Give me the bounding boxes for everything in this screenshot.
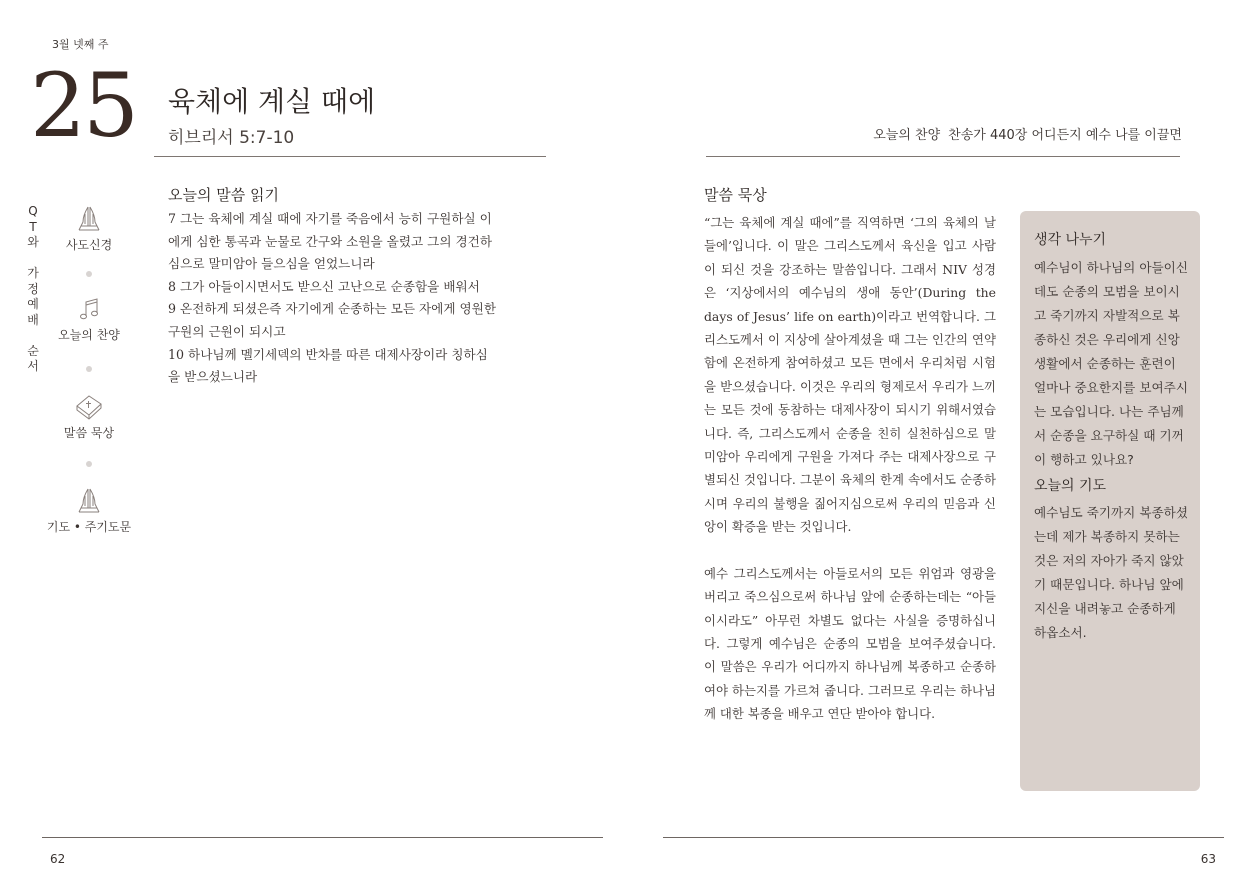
vertical-char: 예 — [27, 297, 39, 311]
vertical-char: 서 — [27, 359, 39, 373]
sharing-line: 는 모습입니다. 나는 주님께 — [1034, 404, 1184, 419]
sharing-heading: 생각 나누기 — [1034, 232, 1107, 248]
reading-line: 을 받으셨느니라 — [168, 369, 258, 385]
reading-line: 8 그가 아들이시면서도 받으신 고난으로 순종함을 배워서 — [168, 278, 480, 294]
bible-icon — [73, 390, 105, 422]
sidebar-vertical-title — [26, 204, 40, 375]
meditation-paragraph: “그는 육체에 계실 때에”를 직역하면 ‘그의 육체의 날들에’입니다. 이 말은 그리스도께서 육신을 입고 사람이 되신 것을 강조하는 말씀입니다. 그래서 NIV 성경은 ‘지상에서의 예수님의 생애 동안’(During the days of Jesus’ life on earth)이라고 번역합니다. 그리스도께서 이 지상에 살아계셨을 때 그는 인간의 연약함에 온전하게 참여하셨고 모든 면에서 우리처럼 시험을 받으셨습니다. 이것은 우리의 형제로서 우리가 느끼는 모든 것에 동참하는 대제사장이 되시기 위해서였습니다. 즉, 그리스도께서 순종을 친히 실천하심으로 말미암아 우리에게 구원을 가져다 주는 대제사장으로 구별되신 것입니다. 그분이 육체의 한계 속에서도 순종하시며 우리의 불행을 짊어지심으로써 우리의 믿음과 신앙이 확증을 받는 것입니다. — [704, 215, 996, 535]
prayer-line: 하옵소서. — [1034, 625, 1087, 640]
step-meditation — [44, 390, 134, 441]
week-label: 3월 넷째 주 — [52, 38, 109, 51]
sharing-line: 종하신 것은 우리에게 신앙 — [1034, 332, 1180, 347]
reading-line: 심으로 말미암아 들으심을 얻었느니라 — [168, 256, 375, 272]
prayer-heading: 오늘의 기도 — [1034, 478, 1107, 494]
sharing-line: 생활에서 순종하는 훈련이 — [1034, 356, 1176, 371]
step-apostles-creed — [44, 204, 134, 253]
sharing-line: 데도 순종의 모범을 보이시 — [1034, 284, 1180, 299]
step-label: 사도신경 — [65, 238, 113, 252]
step-separator-dot — [86, 366, 92, 372]
sharing-line: 이 행하고 있나요? — [1034, 452, 1134, 467]
page-number-right: 63 — [1200, 852, 1216, 866]
reading-line: 10 하나님께 멜기세덱의 반차를 따른 대제사장이라 칭하심 — [168, 346, 488, 362]
meditation-heading: 말씀 묵상 — [704, 186, 767, 204]
hymn-title: 찬송가 440장 어디든지 예수 나를 이끌면 — [948, 128, 1182, 143]
hymn-line — [873, 124, 1182, 143]
sharing-text — [1034, 256, 1192, 472]
reading-line: 9 온전하게 되셨은즉 자기에게 순종하는 모든 자에게 영원한 — [168, 301, 497, 317]
prayer-line: 것은 저의 자아가 죽지 않았 — [1034, 553, 1184, 568]
page-title: 육체에 계실 때에 — [168, 85, 376, 118]
step-label: 기도 • 주기도문 — [46, 520, 132, 534]
scripture-reading — [168, 208, 548, 389]
scripture-reference: 히브리서 5:7-10 — [168, 128, 295, 148]
meditation-paragraph: 예수 그리스도께서는 아들로서의 모든 위엄과 영광을 버리고 죽으심으로써 하나님 앞에 순종하는데는 “아들이시라도” 아무런 차별도 없다는 사실을 증명하십니다. 그렇게 예수님은 순종의 모범을 보여주셨습니다. 이 말씀은 우리가 어디까지 하나님께 복종하고 순종하여야 하는지를 가르쳐 줍니다. 그러므로 우리는 하나님께 대한 복종을 배우고 연단 받아야 합니다. — [704, 565, 996, 722]
vertical-char: T — [29, 219, 37, 234]
reading-line: 7 그는 육체에 계실 때에 자기를 죽음에서 능히 구원하실 이 — [168, 211, 492, 226]
praying-hands-icon — [75, 486, 103, 516]
vertical-char: 정 — [27, 281, 39, 296]
step-label: 말씀 묵상 — [63, 426, 115, 440]
step-separator-dot — [86, 461, 92, 467]
vertical-char: Q — [28, 204, 38, 218]
reading-line: 에게 심한 통곡과 눈물로 간구와 소원을 올렸고 그의 경건하 — [168, 233, 492, 249]
prayer-line: 지신을 내려놓고 순종하게 — [1034, 601, 1176, 616]
step-prayer — [44, 486, 134, 535]
sharing-line: 고 죽기까지 자발적으로 복 — [1034, 308, 1180, 323]
prayer-text — [1034, 501, 1192, 645]
sharing-line: 서 순종을 요구하실 때 기꺼 — [1034, 428, 1184, 443]
vertical-gap — [26, 251, 40, 267]
vertical-char: 와 — [27, 235, 39, 249]
step-label: 오늘의 찬양 — [58, 328, 120, 342]
prayer-line: 예수님도 죽기까지 복종하셨 — [1034, 505, 1188, 520]
footer-rule-left — [42, 837, 603, 838]
music-note-icon — [77, 296, 101, 324]
prayer-line: 는데 제가 복종하지 못하는 — [1034, 529, 1180, 544]
hymn-label: 오늘의 찬양 — [873, 128, 941, 143]
meditation-body — [704, 211, 996, 726]
footer-rule-right — [663, 837, 1224, 838]
praying-hands-icon — [75, 204, 103, 234]
step-separator-dot — [86, 271, 92, 277]
reading-line: 구원의 근원이 되시고 — [168, 323, 286, 339]
day-number: 25 — [30, 54, 136, 157]
sharing-line: 예수님이 하나님의 아들이신 — [1034, 260, 1188, 275]
prayer-line: 기 때문입니다. 하나님 앞에 — [1034, 577, 1184, 592]
vertical-gap — [26, 328, 40, 344]
vertical-char: 배 — [27, 312, 39, 327]
header-rule-right — [706, 156, 1180, 157]
header-rule-left — [154, 156, 546, 157]
vertical-char: 가 — [27, 266, 39, 280]
step-hymn — [44, 296, 134, 343]
page-number-left: 62 — [50, 852, 66, 866]
reading-heading: 오늘의 말씀 읽기 — [168, 186, 279, 204]
sharing-line: 얼마나 중요한지를 보여주시 — [1034, 380, 1188, 395]
sharing-prayer-box — [1020, 211, 1200, 791]
vertical-char: 순 — [27, 343, 39, 358]
